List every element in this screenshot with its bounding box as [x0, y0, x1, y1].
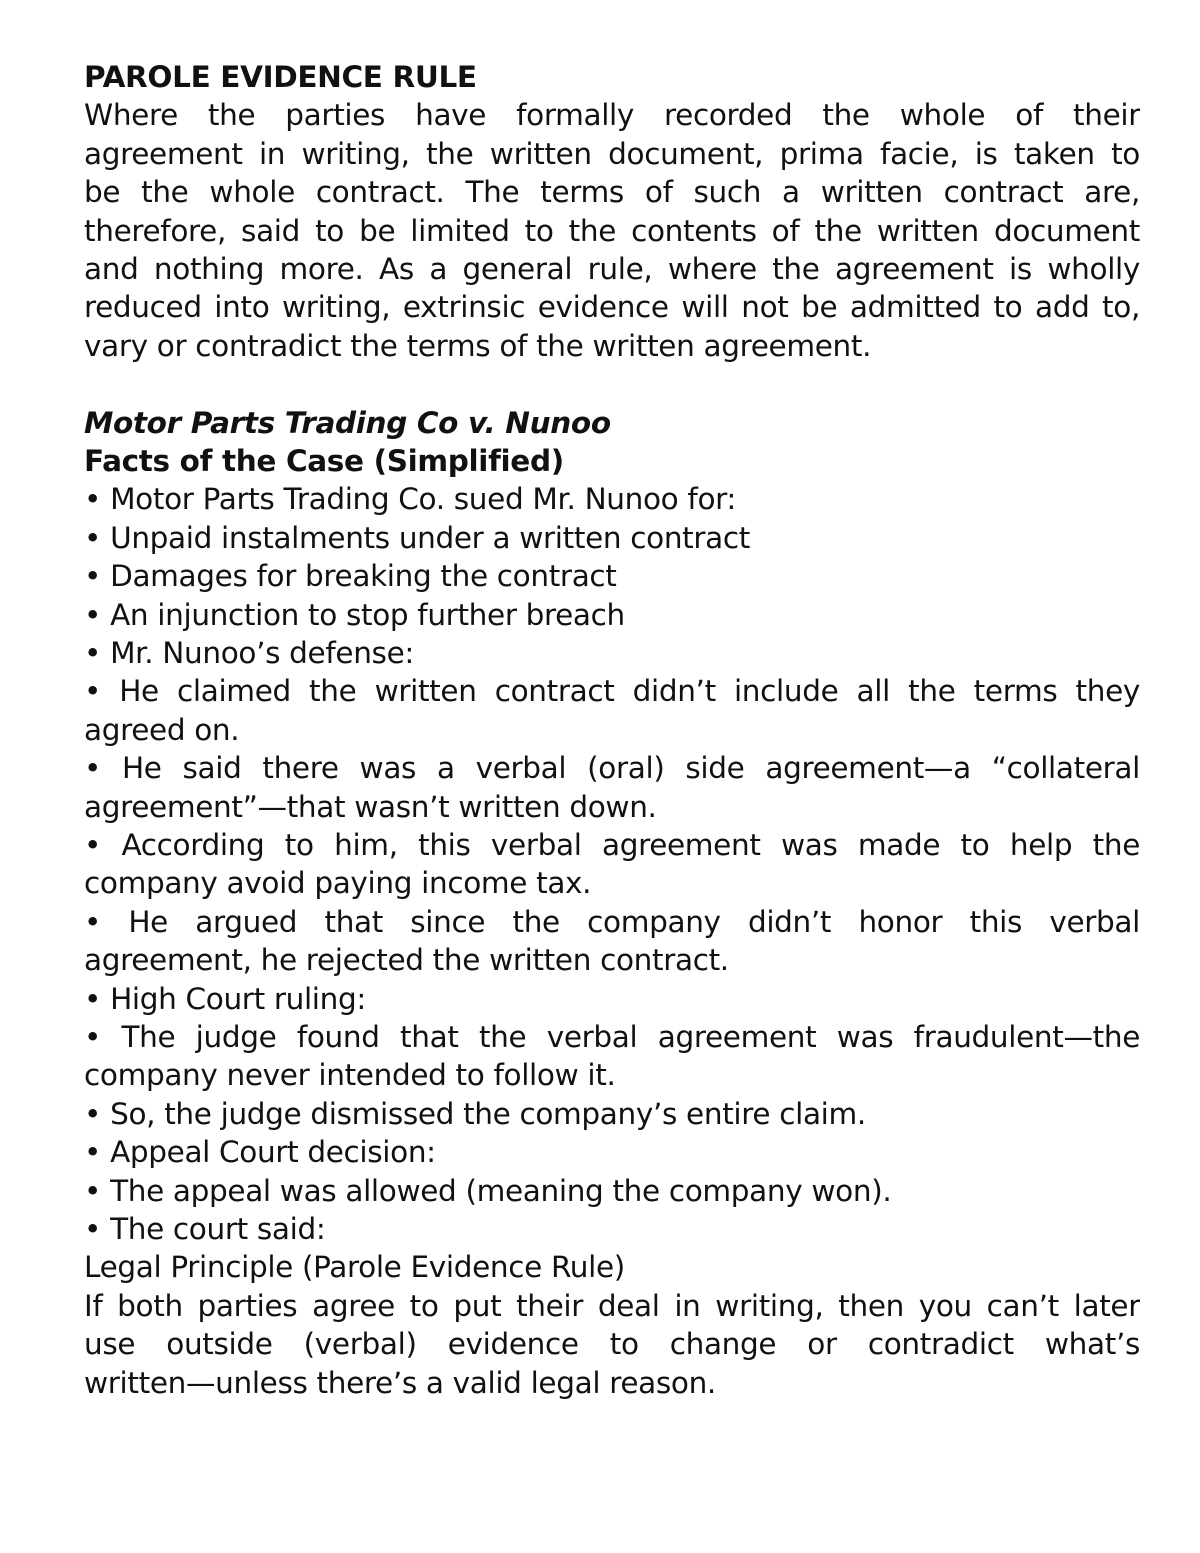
list-item: • The appeal was allowed (meaning the company won). — [84, 1173, 892, 1208]
intro-line: agreement in writing, the written document, prima facie, is taken to — [84, 136, 1140, 171]
list-item: • He argued that since the company didn’t honor this verbal — [84, 904, 1140, 939]
principle-heading: Legal Principle (Parole Evidence Rule) — [84, 1250, 625, 1285]
spacer — [84, 365, 1140, 403]
list-item: • Mr. Nunoo’s defense: — [84, 635, 414, 670]
list-item: • Damages for breaking the contract — [84, 559, 617, 594]
list-item: • So, the judge dismissed the company’s entire claim. — [84, 1096, 866, 1131]
facts-heading: Facts of the Case (Simplified) — [84, 443, 564, 478]
list-item: • According to him, this verbal agreement was made to help the — [84, 827, 1140, 862]
list-item-continuation: company never intended to follow it. — [84, 1058, 616, 1093]
list-item: • Motor Parts Trading Co. sued Mr. Nunoo for: — [84, 482, 736, 517]
list-item: • The court said: — [84, 1212, 326, 1246]
list-item: • He said there was a verbal (oral) side agreement—a “collateral — [84, 751, 1140, 786]
intro-line: Where the parties have formally recorded the whole of their — [84, 98, 1140, 133]
list-item: • Appeal Court decision: — [84, 1135, 436, 1170]
section-heading: PAROLE EVIDENCE RULE — [84, 60, 477, 94]
intro-line: reduced into writing, extrinsic evidence will not be admitted to add to, — [84, 290, 1140, 325]
list-item-continuation: agreed on. — [84, 712, 240, 747]
intro-paragraph — [84, 96, 1140, 365]
list-item: • The judge found that the verbal agreement was fraudulent—the — [84, 1019, 1140, 1054]
list-item-continuation: company avoid paying income tax. — [84, 866, 592, 901]
list-item: • High Court ruling: — [84, 981, 366, 1016]
intro-line: and nothing more. As a general rule, where the agreement is wholly — [84, 251, 1140, 286]
principle-line: If both parties agree to put their deal in writing, then you can’t later — [84, 1288, 1140, 1323]
intro-line: therefore, said to be limited to the contents of the written document — [84, 213, 1140, 248]
document-page — [84, 58, 1140, 1402]
list-item-continuation: agreement, he rejected the written contract. — [84, 943, 729, 978]
list-item: • He claimed the written contract didn’t include all the terms they — [84, 674, 1140, 709]
intro-line: be the whole contract. The terms of such a written contract are, — [84, 175, 1140, 210]
principle-line: use outside (verbal) evidence to change or contradict what’s — [84, 1327, 1140, 1362]
list-item: • An injunction to stop further breach — [84, 597, 625, 632]
case-title: Motor Parts Trading Co v. Nunoo — [84, 405, 611, 440]
principle-paragraph — [84, 1287, 1140, 1402]
list-item: • Unpaid instalments under a written contract — [84, 520, 750, 555]
intro-line: vary or contradict the terms of the written agreement. — [84, 328, 872, 363]
facts-list — [84, 480, 1140, 1248]
principle-line: written—unless there’s a valid legal reason. — [84, 1365, 716, 1400]
list-item-continuation: agreement”—that wasn’t written down. — [84, 789, 657, 824]
